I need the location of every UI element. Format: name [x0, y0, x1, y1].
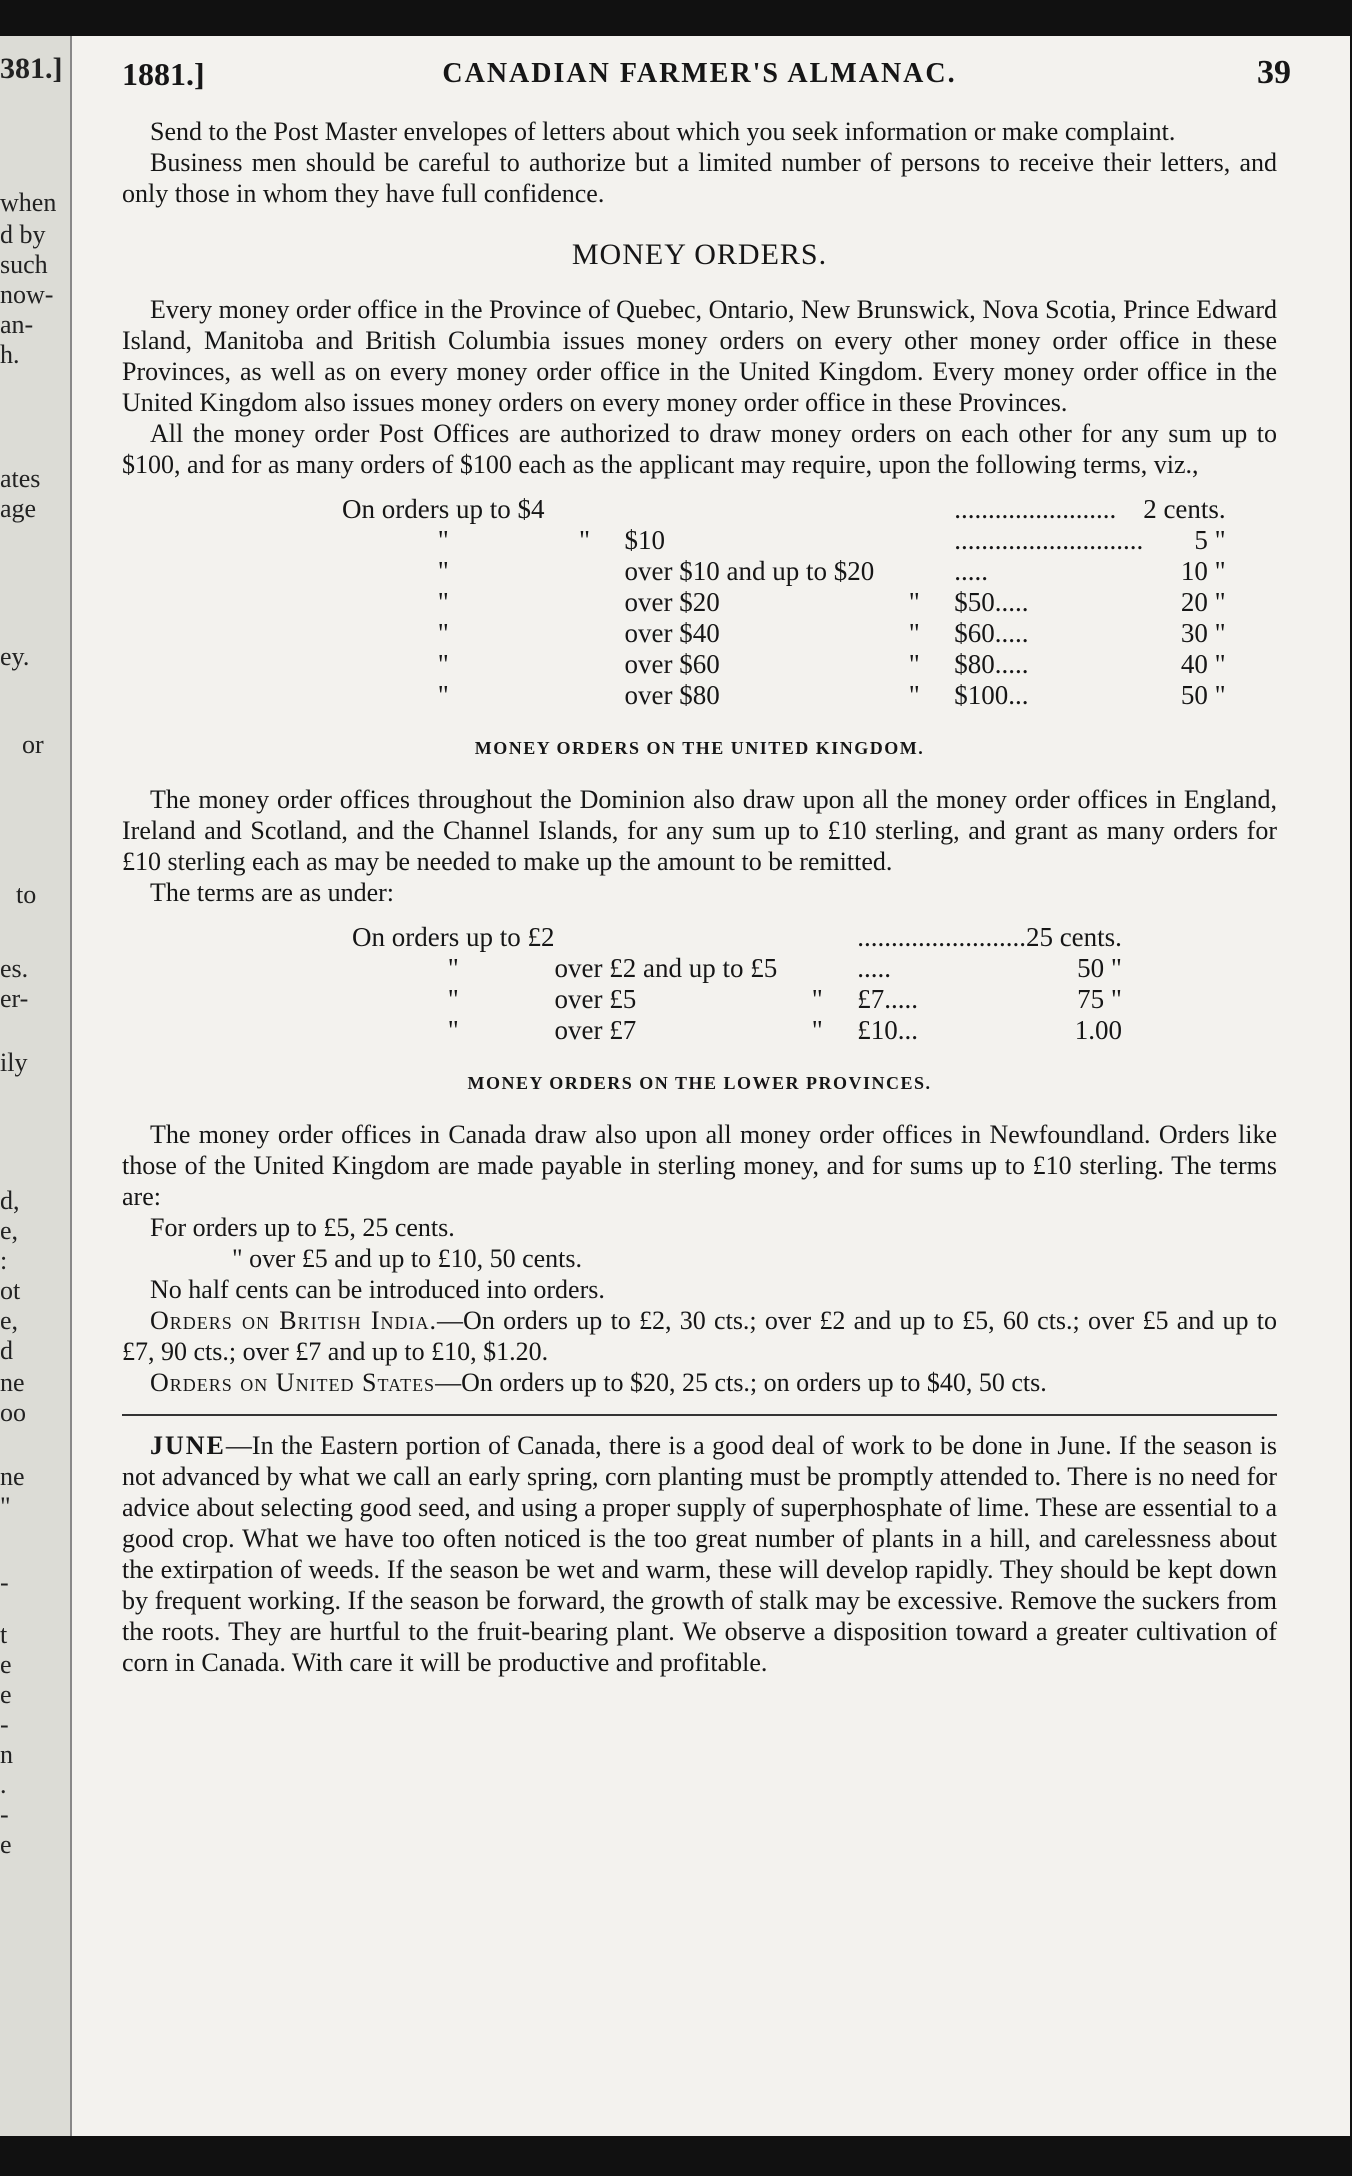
prev-page-fragment: :: [0, 1246, 8, 1275]
intro-paragraph: Send to the Post Master envelopes of letters about which you seek information or make complaint.: [150, 117, 1176, 146]
rate-row: [342, 649, 1226, 680]
almanac-page: [72, 36, 1350, 2136]
rate-col-fee: 25 cents.: [1025, 922, 1122, 952]
section-divider: [122, 1414, 1277, 1416]
rate-row: [342, 618, 1226, 649]
prev-page-fragment: e: [0, 1650, 12, 1679]
rate-col-ditto: ": [578, 525, 590, 555]
prev-page-fragment: d by: [0, 220, 46, 249]
prev-page-fragment: ne: [0, 1462, 25, 1491]
rate-col-range: $10: [624, 525, 665, 555]
prev-page-fragment: n: [0, 1740, 13, 1769]
domestic-rates-table: [342, 494, 1226, 711]
lower-provinces-paragraph: The money order offices in Canada draw also upon all money order offices in Newfoundland. Orders like those of the United Kingdom are made payable in sterling money, and for sums up to £10 sterling. The terms are:: [122, 1120, 1277, 1211]
rate-row: [352, 984, 1122, 1015]
rate-row: [352, 1015, 1122, 1046]
rate-col-prefix: ": [437, 680, 449, 710]
rate-col-ditto: [777, 953, 857, 984]
money-orders-paragraph: Every money order office in the Province of Quebec, Ontario, New Brunswick, Nova Scotia, Prince Edward Island, Manitoba and British Columbia issues money orders on every other money order office in these Provinces, as well as on every money order office in the United Kingdom. Every money order office in the United Kingdom also issues money orders on every money order office in these Provinces.: [122, 295, 1277, 417]
rate-col-range: over £7: [554, 1015, 637, 1045]
prev-page-fragment: h.: [0, 340, 20, 369]
united-states-text: —On orders up to $20, 25 cts.; on orders up to $40, 50 cts.: [435, 1368, 1047, 1397]
rate-col-prefix: ": [437, 649, 449, 679]
rate-col-range: over £2 and up to £5: [554, 953, 778, 983]
rate-col-range: over $80: [624, 680, 720, 710]
lower-provinces-rate-line: " over £5 and up to £10, 50 cents.: [232, 1244, 582, 1273]
prev-page-fragment: 381.]: [0, 52, 63, 85]
prev-page-fragment: es.: [0, 954, 29, 983]
rate-col-fee: 30 ": [1180, 618, 1226, 648]
prev-page-fragment: ily: [0, 1048, 28, 1077]
money-orders-paragraph: All the money order Post Offices are authorized to draw money orders on each other for any sum up to $100, and for as many orders of $100 each as the applicant may require, upon the following terms, viz.,: [122, 419, 1277, 479]
prev-page-fragment: e,: [0, 1216, 19, 1245]
lower-provinces-rate-line: For orders up to £5, 25 cents.: [150, 1213, 455, 1242]
rate-col-ditto: [544, 494, 624, 525]
rate-col-prefix: ": [437, 618, 449, 648]
rate-col-limit: .........................: [857, 922, 1026, 952]
rate-col-range: over $20: [624, 587, 720, 617]
rate-col-ditto: [874, 556, 954, 587]
prev-page-fragment: ates: [0, 464, 41, 493]
prev-page-fragment: t: [0, 1620, 8, 1649]
rate-col-prefix: On orders up to $4: [342, 494, 545, 524]
header-year: 1881.]: [122, 56, 205, 92]
prev-page-fragment: to: [16, 880, 37, 909]
header-title: CANADIAN FARMER'S ALMANAC.: [442, 58, 957, 89]
rate-row: [342, 680, 1226, 711]
prev-page-fragment: ne: [0, 1368, 25, 1397]
rate-col-prefix: ": [447, 1015, 459, 1045]
rate-col-ditto: ": [908, 618, 920, 648]
rate-col-range: over $40: [624, 618, 720, 648]
june-paragraph: [122, 1430, 1277, 1678]
section-heading-uk: MONEY ORDERS ON THE UNITED KINGDOM.: [474, 738, 925, 758]
prev-page-fragment: such: [0, 250, 48, 279]
rate-col-ditto: [777, 922, 857, 953]
uk-rates-table: [352, 922, 1122, 1046]
rate-col-limit: .....: [857, 953, 891, 983]
rate-col-ditto: [544, 649, 624, 680]
rate-col-range: over $10 and up to $20: [624, 556, 875, 586]
rate-col-ditto: ": [811, 984, 823, 1014]
rate-col-ditto: ": [811, 1015, 823, 1045]
rate-col-fee: 2 cents.: [1143, 494, 1226, 524]
rate-col-range: [554, 922, 777, 953]
uk-terms-intro: The terms are as under:: [150, 878, 395, 907]
rate-row: [342, 587, 1226, 618]
section-heading-lower-provinces: MONEY ORDERS ON THE LOWER PROVINCES.: [467, 1073, 932, 1093]
rate-col-fee: 40 ": [1180, 649, 1226, 679]
rate-col-prefix: On orders up to £2: [352, 922, 555, 952]
prev-page-fragment: ot: [0, 1276, 21, 1305]
june-label: JUNE: [150, 1431, 226, 1460]
rate-row: [342, 556, 1226, 587]
united-states-label: Orders on United States: [150, 1368, 436, 1397]
rate-col-limit: $50.....: [954, 587, 1029, 617]
rate-col-limit: .....: [954, 556, 988, 586]
prev-page-fragment: or: [22, 730, 44, 759]
rate-col-ditto: [544, 680, 624, 711]
rate-col-ditto: [874, 494, 954, 525]
rate-col-ditto: [874, 525, 954, 556]
rate-col-ditto: [544, 556, 624, 587]
rate-col-ditto: ": [908, 649, 920, 679]
rate-col-ditto: [544, 618, 624, 649]
rate-col-range: over $60: [624, 649, 720, 679]
section-heading-money-orders: MONEY ORDERS.: [571, 238, 828, 271]
rate-col-limit: £10...: [857, 1015, 918, 1045]
prev-page-fragment: -: [0, 1800, 9, 1829]
rate-col-fee: 50 ": [1180, 680, 1226, 710]
uk-paragraph: The money order offices throughout the Dominion also draw upon all the money order offices in England, Ireland and Scotland, and the Channel Islands, for any sum up to £10 sterling, and grant as many orders for £10 sterling each as may be needed to make up the amount to be remitted.: [122, 785, 1277, 876]
rate-col-range: [624, 494, 874, 525]
prev-page-fragment: d: [0, 1336, 13, 1365]
prev-page-fragment: er-: [0, 984, 29, 1013]
page-number: 39: [1257, 54, 1291, 91]
prev-page-fragment: ": [0, 1492, 11, 1521]
prev-page-fragment: e,: [0, 1306, 19, 1335]
prev-page-fragment: e: [0, 1680, 12, 1709]
prev-page-fragment: e: [0, 1830, 12, 1859]
rate-row: [352, 953, 1122, 984]
rate-col-prefix: ": [447, 984, 459, 1014]
half-cents-note: No half cents can be introduced into orders.: [150, 1275, 605, 1304]
rate-col-fee: 75 ": [1077, 984, 1122, 1014]
rate-col-fee: 5 ": [1194, 525, 1226, 555]
prev-page-fragment: ey.: [0, 642, 30, 671]
rate-row: [352, 922, 1122, 953]
rate-col-limit: ........................: [954, 494, 1117, 524]
rate-col-fee: 50 ": [1077, 953, 1122, 983]
rate-col-prefix: ": [447, 953, 459, 983]
british-india-label: Orders on British India.: [150, 1306, 438, 1335]
rate-col-fee: 10 ": [1180, 556, 1226, 586]
rate-col-range: over £5: [554, 984, 637, 1014]
running-header: [122, 44, 1291, 100]
rate-col-prefix: ": [437, 525, 449, 555]
british-india-text: —On orders up to £2, 30 cts.; over £2 and up to £5, 60 cts.; over £5 and up to £7, 90 cts.; over £7 and up to £10, $1.20.: [122, 1306, 1278, 1366]
prev-page-fragment: now-: [0, 280, 54, 309]
rate-col-prefix: ": [437, 556, 449, 586]
rate-col-ditto: ": [908, 587, 920, 617]
rate-col-limit: ............................: [954, 525, 1144, 555]
rate-col-limit: $60.....: [954, 618, 1029, 648]
previous-page-edge: [0, 36, 72, 2136]
rate-row: [342, 525, 1226, 556]
rate-col-ditto: ": [908, 680, 920, 710]
rate-col-limit: $100...: [954, 680, 1029, 710]
page-body: [122, 116, 1277, 1678]
prev-page-fragment: when: [0, 188, 57, 217]
rate-col-limit: $80.....: [954, 649, 1029, 679]
rate-col-fee: 1.00: [1074, 1015, 1122, 1045]
prev-page-fragment: -: [0, 1710, 9, 1739]
prev-page-fragment: .: [0, 1770, 7, 1799]
rate-col-prefix: ": [437, 587, 449, 617]
prev-page-fragment: an-: [0, 310, 34, 339]
rate-row: [342, 494, 1226, 525]
prev-page-fragment: oo: [0, 1398, 26, 1427]
british-india-paragraph: [122, 1305, 1277, 1367]
prev-page-fragment: d,: [0, 1186, 20, 1215]
rate-col-limit: £7.....: [857, 984, 918, 1014]
june-text: —In the Eastern portion of Canada, there is a good deal of work to be done in June. If the season is not advanced by what we call an early spring, corn planting must be promptly attended to. There is no need for advice about selecting good seed, and using a proper supply of superphosphate of lime. These are essential to a good crop. What we have too often noticed is the too great number of plants in a hill, and carelessness about the extirpation of weeds. If the season be wet and warm, these will develop rapidly. They should be kept down by frequent working. If the season be forward, the growth of stalk may be excessive. Remove the suckers from the roots. They are hurtful to the fruit-bearing plant. We observe a disposition toward a greater cultivation of corn in Canada. With care it will be productive and profitable.: [122, 1431, 1277, 1677]
prev-page-fragment: -: [0, 1568, 9, 1597]
intro-paragraph: Business men should be careful to authorize but a limited number of persons to receive their letters, and only those in whom they have full confidence.: [122, 148, 1277, 208]
prev-page-fragment: age: [0, 494, 37, 523]
united-states-paragraph: [122, 1367, 1277, 1398]
rate-col-ditto: [544, 587, 624, 618]
rate-col-fee: 20 ": [1180, 587, 1226, 617]
